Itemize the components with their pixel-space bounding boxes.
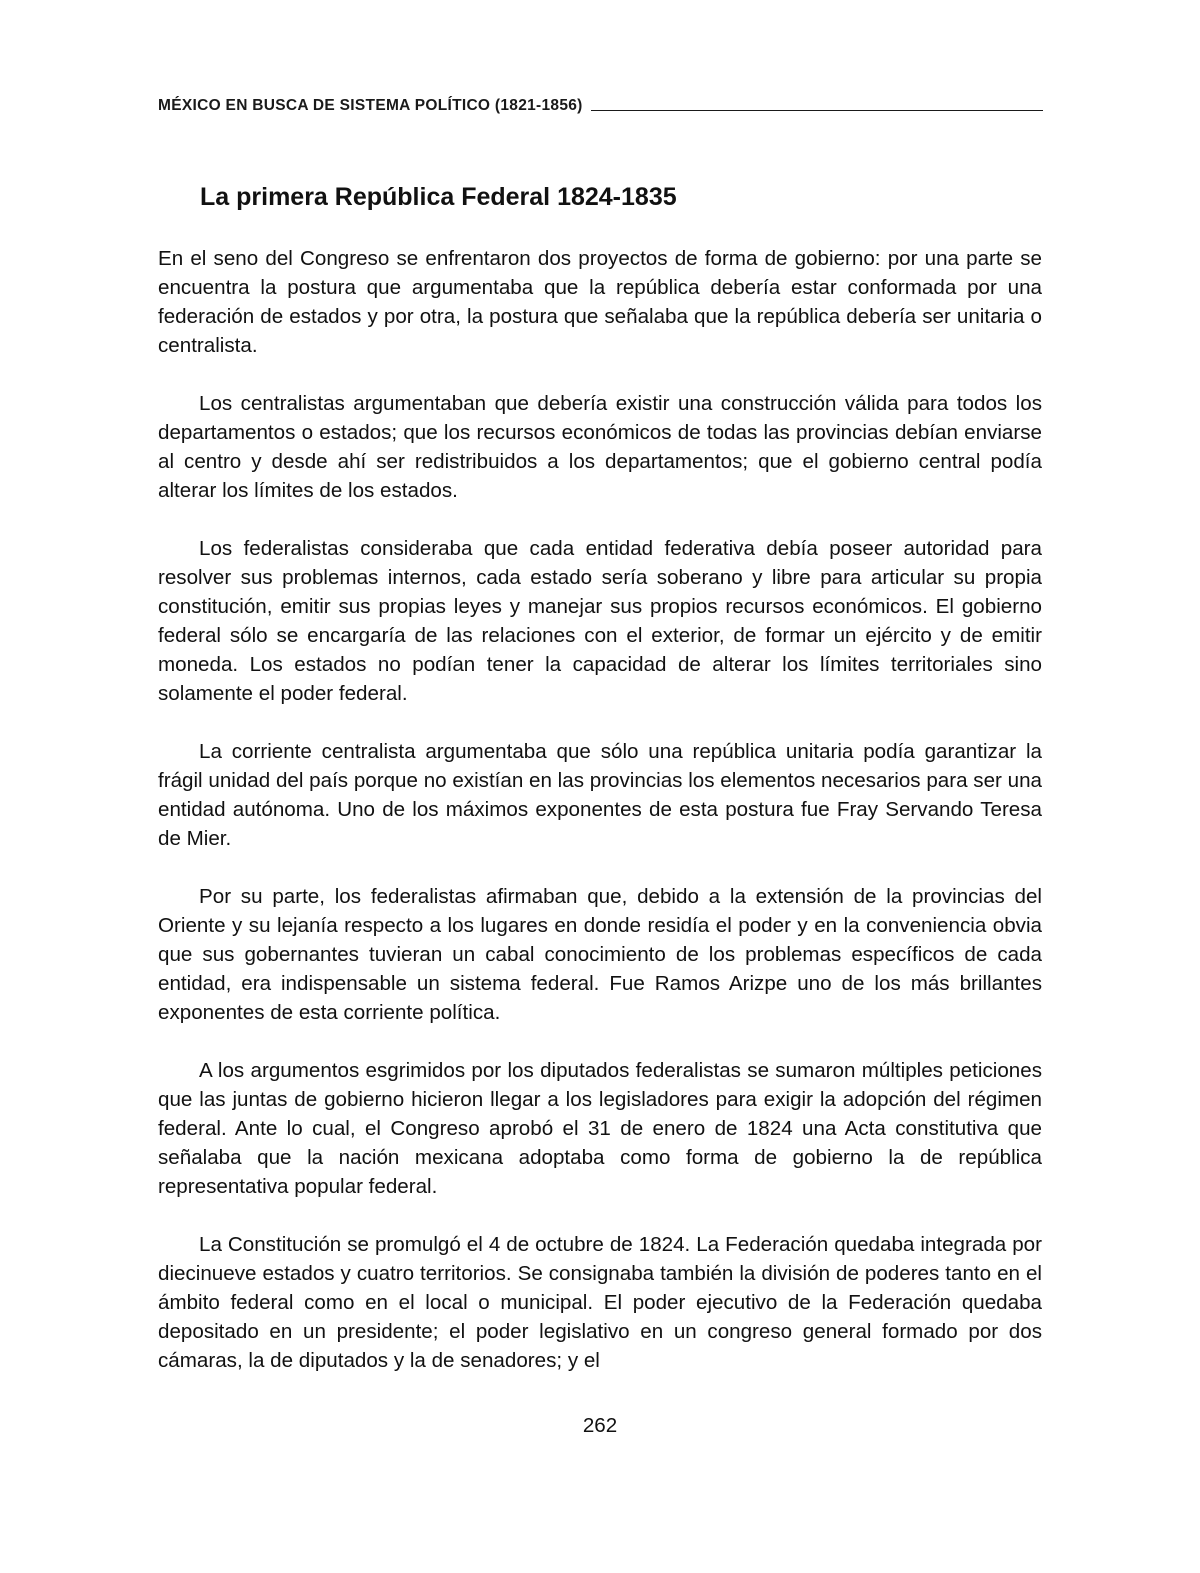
paragraph-4: La corriente centralista argumentaba que sólo una república unitaria podía garantizar la frágil unidad del país porque no existían en las provincias los elementos necesarios para ser una entidad autónoma. Uno de los máximos exponentes de esta postura fue Fray Servando Teresa de Mier. <box>158 740 1042 850</box>
section-title: La primera República Federal 1824-1835 <box>200 183 677 211</box>
paragraph-5: Por su parte, los federalistas afirmaban que, debido a la extensión de la provincias del Oriente y su lejanía respecto a los lugares en donde residía el poder y en la conveniencia obvia que sus gobernantes tuvieran un cabal conocimiento de los problemas específicos de cada entidad, era indispensable un sistema federal. Fue Ramos Arizpe uno de los más brillantes exponentes de esta corriente política. <box>158 885 1042 1024</box>
paragraph-1: En el seno del Congreso se enfrentaron dos proyectos de forma de gobierno: por una parte se encuentra la postura que argumentaba que la república debería estar conformada por una federación de estados y por otra, la postura que señalaba que la república debería ser unitaria o centralista. <box>158 247 1042 357</box>
running-header <box>158 97 1043 115</box>
paragraph-7: La Constitución se promulgó el 4 de octubre de 1824. La Federación quedaba integrada por diecinueve estados y cuatro territorios. Se consignaba también la división de poderes tanto en el ámbito federal como en el local o municipal. El poder ejecutivo de la Federación quedaba depositado en un presidente; el poder legislativo en un congreso general formado por dos cámaras, la de diputados y la de senadores; y el <box>158 1233 1042 1372</box>
paragraph-6: A los argumentos esgrimidos por los diputados federalistas se sumaron múltiples peticiones que las juntas de gobierno hicieron llegar a los legisladores para exigir la adopción del régimen federal. Ante lo cual, el Congreso aprobó el 31 de enero de 1824 una Acta constitutiva que señalaba que la nación mexicana adoptaba como forma de gobierno la de república representativa popular federal. <box>158 1059 1042 1198</box>
paragraph-2: Los centralistas argumentaban que debería existir una construcción válida para todos los departamentos o estados; que los recursos económicos de todas las provincias debían enviarse al centro y desde ahí ser redistribuidos a los departamentos; que el gobierno central podía alterar los límites de los estados. <box>158 392 1042 502</box>
page-number: 262 <box>582 1414 618 1437</box>
body-text <box>158 244 1042 1404</box>
running-header-title: MÉXICO EN BUSCA DE SISTEMA POLÍTICO (1821-1856) <box>158 97 583 114</box>
paragraph-3: Los federalistas consideraba que cada entidad federativa debía poseer autoridad para resolver sus problemas internos, cada estado sería soberano y libre para articular su propia constitución, emitir sus propias leyes y manejar sus propios recursos económicos. El gobierno federal sólo se encargaría de las relaciones con el exterior, de formar un ejército y de emitir moneda. Los estados no podían tener la capacidad de alterar los límites territoriales sino solamente el poder federal. <box>158 537 1042 705</box>
header-rule <box>591 110 1043 111</box>
